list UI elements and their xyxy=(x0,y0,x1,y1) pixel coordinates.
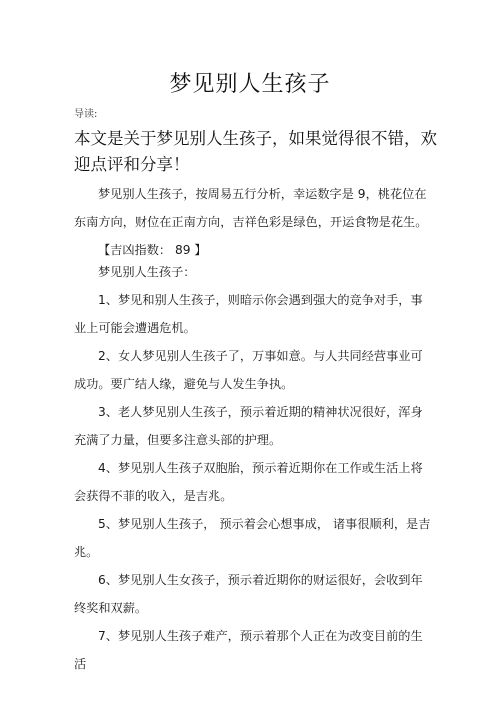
list-item: 1、梦见和别人生孩子，则暗示你会遇到强大的竞争对手，事业上可能会遭遇危机。 xyxy=(74,293,423,335)
list-item: 6、梦见别人生女孩子，预示着近期你的财运很好，会收到年终奖和双薪。 xyxy=(74,573,423,615)
summary-paragraph: 梦见别人生孩子，按周易五行分析，幸运数字是 9，桃花位在东南方向，财位在正南方向，吉祥色彩是绿色，开运食物是花生。 xyxy=(74,187,428,229)
section-heading: 梦见别人生孩子： xyxy=(98,265,196,279)
list-item: 5、梦见别人生孩子， 预示着会心想事成， 诸事很顺利，是吉兆。 xyxy=(74,517,431,559)
list-item: 3、老人梦见别人生孩子，预示着近期的精神状况很好，浑身充满了力量，但要多注意头部的护理。 xyxy=(74,405,423,447)
guide-label: 导读: xyxy=(74,109,98,120)
list-item: 4、梦见别人生孩子双胞胎，预示着近期你在工作或生活上将会获得不菲的收入，是吉兆。 xyxy=(74,461,423,503)
list-item: 2、女人梦见别人生孩子了，万事如意。与人共同经营事业可成功。要广结人缘，避免与人发生争执。 xyxy=(74,349,423,391)
list-item: 7、梦见别人生孩子难产，预示着那个人正在为改变目前的生活 xyxy=(74,629,423,671)
page-title: 梦见别人生孩子 xyxy=(169,72,331,97)
intro-paragraph: 本文是关于梦见别人生孩子，如果觉得很不错，欢迎点评和分享！ xyxy=(74,129,437,174)
score-line: 【吉凶指数： 89 】 xyxy=(98,243,207,257)
